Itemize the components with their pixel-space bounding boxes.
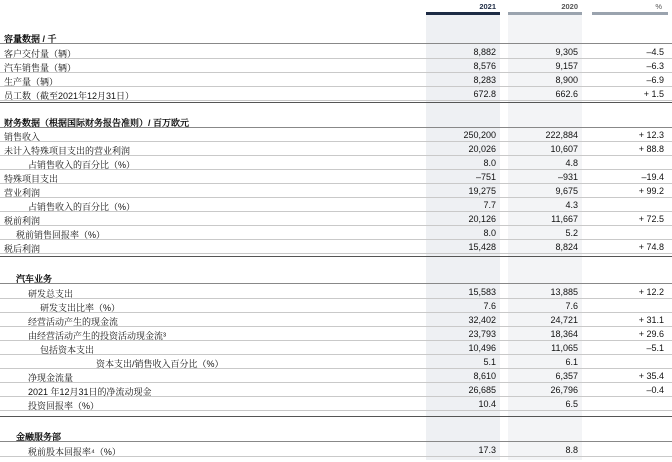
row-label: 特殊项目支出 [4, 174, 59, 184]
table-row [0, 142, 672, 156]
table-row [0, 397, 672, 411]
value-2020: 9,675 [555, 186, 578, 196]
value-change-percent: + 72.5 [638, 214, 664, 224]
value-2020: 9,305 [555, 47, 578, 57]
value-2021: 10,496 [468, 343, 496, 353]
value-2021: 672.8 [473, 89, 496, 99]
table-row [0, 128, 672, 142]
value-2020: 6.1 [565, 357, 578, 367]
section-divider [0, 256, 672, 257]
table-row [0, 341, 672, 355]
value-2020: 222,884 [545, 130, 578, 140]
value-2021: 8,610 [473, 371, 496, 381]
row-label: 2021 年12月31日的净流动现金 [28, 387, 152, 397]
row-label: 营业利润 [4, 188, 41, 198]
column-header-2020: 2020 [561, 2, 578, 11]
row-label: 经营活动产生的现金流 [28, 317, 119, 327]
value-2020: 10,607 [550, 144, 578, 154]
column-header-bar-2020 [508, 12, 582, 15]
table-row [0, 212, 672, 226]
value-2021: 7.7 [483, 200, 496, 210]
table-row [0, 327, 672, 341]
row-label: 资本支出/销售收入百分比（%） [96, 359, 224, 369]
table-row [0, 59, 672, 73]
column-header-bar-percent [592, 12, 668, 15]
table-row [0, 170, 672, 184]
value-2021: 15,583 [468, 287, 496, 297]
row-label: 投资回报率（%） [28, 401, 100, 411]
value-2020: 11,667 [551, 214, 578, 224]
section-header-row [0, 114, 672, 128]
value-change-percent: –19.4 [641, 172, 664, 182]
table-row [0, 355, 672, 369]
value-2020: 8,900 [555, 75, 578, 85]
value-2020: –931 [557, 172, 578, 182]
table-row [0, 198, 672, 212]
value-change-percent: –5.1 [646, 343, 664, 353]
value-change-percent: –6.9 [646, 75, 664, 85]
value-2020: 18,364 [550, 329, 578, 339]
value-2021: 8.0 [483, 228, 496, 238]
value-2021: 20,126 [468, 214, 496, 224]
row-label: 研发总支出 [28, 289, 74, 299]
value-2020: 8,824 [555, 242, 578, 252]
row-label: 占销售收入的百分比（%） [28, 202, 136, 212]
row-label: 客户交付量（辆） [4, 49, 77, 59]
value-change-percent: + 12.3 [638, 130, 664, 140]
value-2020: 13,885 [550, 287, 578, 297]
value-2021: 250,200 [463, 130, 496, 140]
value-2021: 23,793 [468, 329, 496, 339]
section-title: 财务数据（根据国际财务报告准则）/ 百万欧元 [4, 118, 190, 128]
row-label: 税后利润 [4, 244, 41, 254]
table-row [0, 443, 672, 457]
value-change-percent: –6.3 [646, 61, 664, 71]
table-row [0, 184, 672, 198]
value-2021: 7.6 [483, 301, 496, 311]
value-2021: 8,576 [473, 61, 496, 71]
value-2021: 32,402 [468, 315, 496, 325]
value-2020: 5.2 [565, 228, 578, 238]
row-label: 生产量（辆） [4, 77, 59, 87]
row-label: 研发支出比率（%） [40, 303, 121, 313]
row-label: 税前利润 [4, 216, 41, 226]
table-row [0, 240, 672, 254]
value-2020: 4.3 [565, 200, 578, 210]
section-header-row [0, 428, 672, 442]
section-header-row [0, 270, 672, 284]
row-label: 税前股本回报率⁴（%） [28, 447, 121, 457]
value-2021: 10.4 [478, 399, 496, 409]
value-2021: 8,882 [473, 47, 496, 57]
value-2021: 8.0 [483, 158, 496, 168]
value-2021: 26,685 [468, 385, 496, 395]
value-change-percent: –4.5 [646, 47, 664, 57]
value-2021: 17.3 [478, 445, 496, 455]
value-2021: 15,428 [468, 242, 496, 252]
section-header-row [0, 30, 672, 44]
row-label: 销售收入 [4, 132, 41, 142]
value-2020: 26,796 [550, 385, 578, 395]
table-row [0, 156, 672, 170]
value-2021: 8,283 [473, 75, 496, 85]
value-2020: 6.5 [565, 399, 578, 409]
value-2021: 20,026 [468, 144, 496, 154]
section-divider [0, 102, 672, 103]
value-change-percent: + 29.6 [638, 329, 664, 339]
table-row [0, 45, 672, 59]
table-row [0, 87, 672, 101]
table-row [0, 299, 672, 313]
value-2020: 24,721 [550, 315, 578, 325]
column-header-2021: 2021 [479, 2, 496, 11]
value-change-percent: –0.4 [646, 385, 664, 395]
value-2021: –751 [475, 172, 496, 182]
row-label: 包括资本支出 [40, 345, 95, 355]
row-label: 汽车销售量（辆） [4, 63, 77, 73]
section-title: 汽车业务 [16, 274, 53, 284]
table-row [0, 369, 672, 383]
value-change-percent: + 12.2 [638, 287, 664, 297]
value-2020: 6,357 [555, 371, 578, 381]
value-2020: 4.8 [565, 158, 578, 168]
row-label: 净现金流量 [28, 373, 74, 383]
value-2020: 11,065 [551, 343, 578, 353]
table-row [0, 226, 672, 240]
row-label: 税前销售回报率（%） [16, 230, 106, 240]
row-label: 员工数（截至2021年12月31日） [4, 91, 135, 101]
value-change-percent: + 1.5 [643, 89, 664, 99]
table-row [0, 313, 672, 327]
table-row [0, 285, 672, 299]
value-2020: 9,157 [555, 61, 578, 71]
table-row [0, 383, 672, 397]
value-change-percent: + 31.1 [638, 315, 664, 325]
section-divider [0, 416, 672, 417]
column-header-percent: % [655, 2, 662, 11]
value-2020: 7.6 [565, 301, 578, 311]
section-title: 金融服务部 [16, 432, 62, 442]
value-2020: 662.6 [555, 89, 578, 99]
value-change-percent: + 88.8 [638, 144, 664, 154]
value-2021: 19,275 [468, 186, 496, 196]
table-row [0, 73, 672, 87]
value-change-percent: + 99.2 [638, 186, 664, 196]
row-label: 占销售收入的百分比（%） [28, 160, 136, 170]
row-label: 由经营活动产生的投资活动现金流³ [28, 331, 166, 341]
value-change-percent: + 35.4 [638, 371, 664, 381]
value-2021: 5.1 [483, 357, 496, 367]
column-header-bar-2021 [426, 12, 500, 15]
row-label: 未计入特殊项目支出的营业利润 [4, 146, 131, 156]
value-change-percent: + 74.8 [638, 242, 664, 252]
value-2020: 8.8 [565, 445, 578, 455]
section-title: 容量数据 / 千 [4, 34, 57, 44]
